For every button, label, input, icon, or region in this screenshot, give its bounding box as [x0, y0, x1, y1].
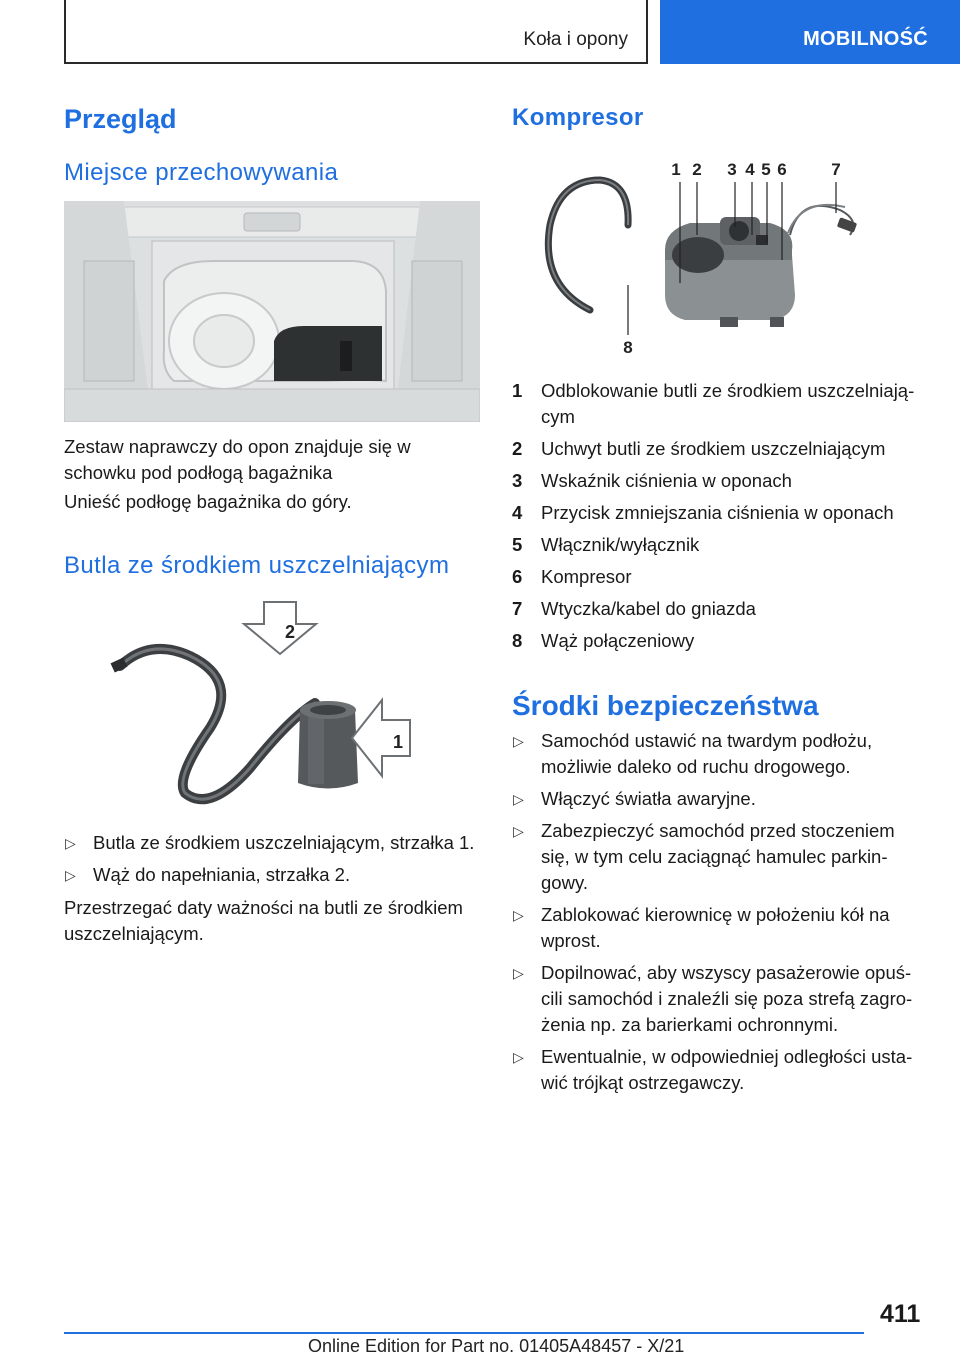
list-item: 7 Wtyczka/kabel do gniazda — [512, 598, 756, 619]
compressor-callout-5: 5 — [761, 160, 771, 179]
compressor-parts-list — [512, 378, 926, 660]
list-item: ▷ Zablokować kierownicę w położeniu kół na wprost. — [513, 904, 890, 951]
list-item: ▷ Zabezpieczyć samochód przed stoczeniem się, w tym celu zaciągnąć hamulec parkingowy. — [513, 820, 895, 893]
list-item: 6 Kompresor — [512, 566, 632, 587]
compressor-callout-3: 3 — [727, 160, 737, 179]
list-item: 2 Uchwyt butli ze środkiem uszczelniającym — [512, 438, 886, 459]
triangle-bullet-icon: ▷ — [513, 907, 524, 923]
triangle-bullet-icon: ▷ — [513, 791, 524, 807]
sealant-bottle-illustration — [100, 598, 430, 808]
compressor-illustration — [540, 155, 860, 360]
list-item: 1 Odblokowanie butli ze środkiem uszczelniającym — [512, 380, 915, 427]
list-item: 4 Przycisk zmniejszania ciśnienia w oponach — [512, 502, 894, 523]
list-item: ▷ Wąż do napełniania, strzałka 2. — [64, 862, 484, 888]
bottle-heading: Butla ze środkiem uszczelniającym — [64, 552, 450, 579]
list-item: ▷ Dopilnować, aby wszyscy pasażerowie opuścili samochód i znaleźli się poza strefą zagrożenia np. za barierkami ochronnymi. — [513, 962, 913, 1035]
compressor-callout-1: 1 — [671, 160, 681, 179]
triangle-bullet-icon: ▷ — [65, 867, 76, 883]
compressor-callout-4: 4 — [745, 160, 755, 179]
compressor-callout-7: 7 — [831, 160, 841, 179]
page-number: 411 — [880, 1300, 921, 1328]
footer-divider — [64, 1332, 864, 1334]
compressor-callout-6: 6 — [777, 160, 787, 179]
safety-list — [512, 728, 926, 1102]
list-item: 3 Wskaźnik ciśnienia w oponach — [512, 470, 792, 491]
triangle-bullet-icon: ▷ — [65, 835, 76, 851]
bottle-callout-2: 2 — [284, 622, 296, 642]
bottle-list — [64, 830, 484, 894]
storage-heading: Miejsce przechowywania — [64, 159, 339, 186]
header-section-title: Koła i opony — [523, 29, 628, 50]
storage-paragraph-2: Unieść podłogę bagażnika do góry. — [64, 491, 352, 512]
compressor-callout-2: 2 — [692, 160, 702, 179]
triangle-bullet-icon: ▷ — [513, 965, 524, 981]
header-section-box — [64, 0, 648, 64]
list-item: 5 Włącznik/wyłącznik — [512, 534, 700, 555]
trunk-storage-image — [64, 201, 480, 422]
list-item: ▷ Włączyć światła awaryjne. — [512, 786, 926, 812]
bottle-note: Przestrzegać daty ważności na butli ze środkiem uszczelniającym. — [64, 897, 463, 944]
header-chapter-title: MOBILNOŚĆ — [803, 28, 928, 50]
triangle-bullet-icon: ▷ — [513, 733, 524, 749]
header-chapter-tab — [660, 0, 960, 64]
triangle-bullet-icon: ▷ — [513, 823, 524, 839]
triangle-bullet-icon: ▷ — [513, 1049, 524, 1065]
safety-heading: Środki bezpieczeństwa — [512, 690, 819, 721]
list-item: ▷ Butla ze środkiem uszczelniającym, strzałka 1. — [64, 830, 484, 856]
storage-paragraph-1: Zestaw naprawczy do opon znajduje się w schowku pod podłogą bagażnika — [64, 436, 411, 483]
list-item: 8 Wąż połączeniowy — [512, 630, 695, 651]
list-item: ▷ Ewentualnie, w odpowiedniej odległości ustawić trójkąt ostrzegawczy. — [513, 1046, 913, 1093]
page-title: Przegląd — [64, 104, 177, 134]
compressor-callout-8: 8 — [623, 338, 633, 357]
footer-edition: Online Edition for Part no. 01405A48457 - X/21 — [308, 1336, 685, 1356]
bottle-callout-1: 1 — [392, 732, 404, 752]
list-item: ▷ Samochód ustawić na twardym podłożu, możliwie daleko od ruchu drogowego. — [513, 730, 873, 777]
compressor-heading: Kompresor — [512, 104, 644, 131]
